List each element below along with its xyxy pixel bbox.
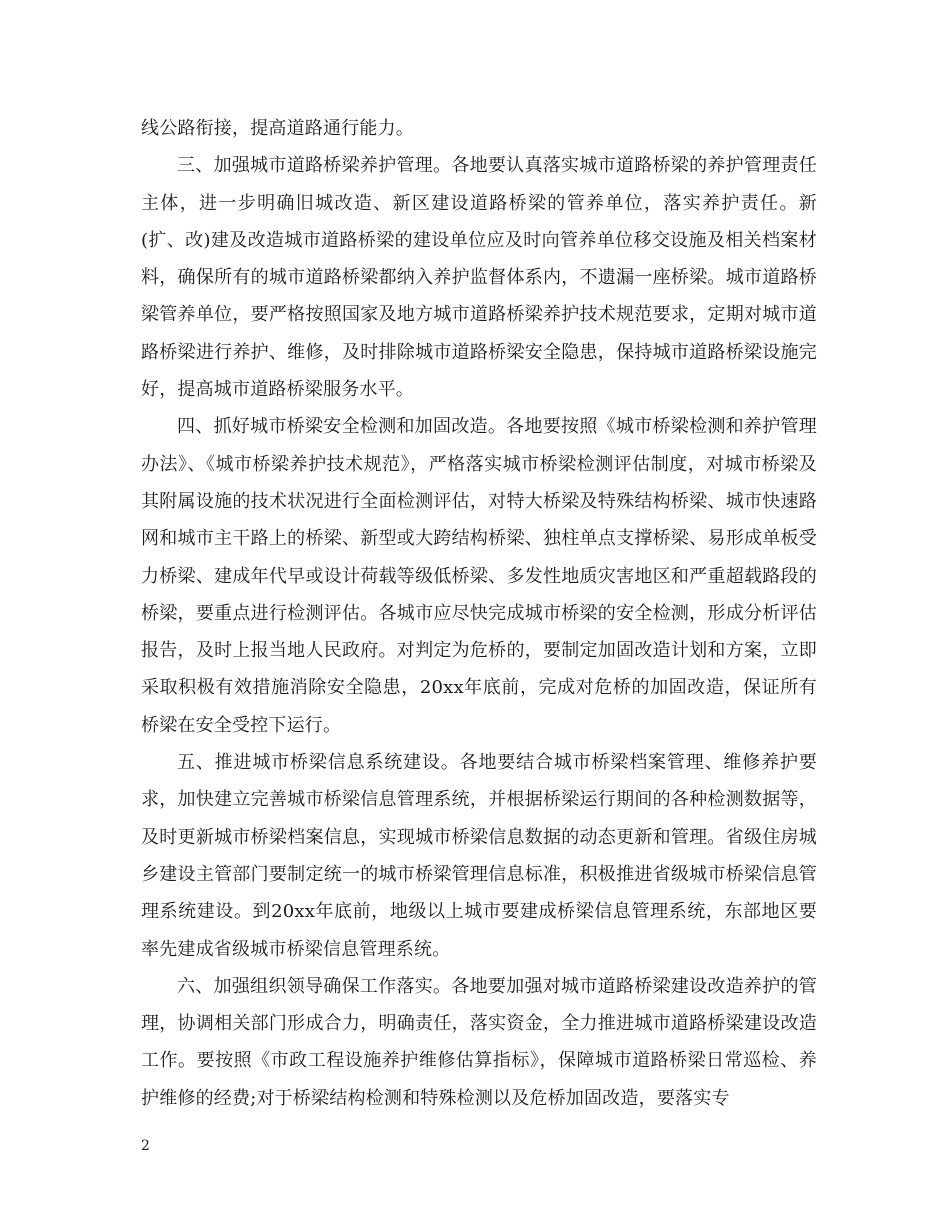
paragraph-4: 五、推进城市桥梁信息系统建设。各地要结合城市桥梁档案管理、维修养护要求，加快建立完善城市桥梁信息管理系统，并根据桥梁运行期间的各种检测数据等，及时更新城市桥梁档案信息，实现城市桥梁信息数据的动态更新和管理。省级住房城乡建设主管部门要制定统一的城市桥梁管理信息标准，积极推进省级城市桥梁信息管理系统建设。到20xx年底前，地级以上城市要建成桥梁信息管理系统，东部地区要率先建成省级城市桥梁信息管理系统。	[141, 752, 817, 960]
paragraph-2: 三、加强城市道路桥梁养护管理。各地要认真落实城市道路桥梁的养护管理责任主体，进一步明确旧城改造、新区建设道路桥梁的管养单位，落实养护责任。新(扩、改)建及改造城市道路桥梁的建设单位应及时向管养单位移交设施及相关档案材料，确保所有的城市道路桥梁都纳入养护监督体系内，不遗漏一座桥梁。城市道路桥梁管养单位，要严格按照国家及地方城市道路桥梁养护技术规范要求，定期对城市道路桥梁进行养护、维修，及时排除城市道路桥梁安全隐患，保持城市道路桥梁设施完好，提高城市道路桥梁服务水平。	[141, 155, 817, 401]
body-text	[141, 110, 817, 1117]
paragraph-3: 四、抓好城市桥梁安全检测和加固改造。各地要按照《城市桥梁检测和养护管理办法》、《城市桥梁养护技术规范》，严格落实城市桥梁检测评估制度，对城市桥梁及其附属设施的技术状况进行全面检测评估，对特大桥梁及特殊结构桥梁、城市快速路网和城市主干路上的桥梁、新型或大跨结构桥梁、独柱单点支撑桥梁、易形成单板受力桥梁、建成年代早或设计荷载等级低桥梁、多发性地质灾害地区和严重超载路段的桥梁，要重点进行检测评估。各城市应尽快完成城市桥梁的安全检测，形成分析评估报告，及时上报当地人民政府。对判定为危桥的，要制定加固改造计划和方案，立即采取积极有效措施消除安全隐患，20xx年底前，完成对危桥的加固改造，保证所有桥梁在安全受控下运行。	[141, 416, 817, 736]
page-number: 2	[141, 1138, 150, 1154]
paragraph-1: 线公路衔接，提高道路通行能力。	[141, 118, 414, 139]
paragraph-5: 六、加强组织领导确保工作落实。各地要加强对城市道路桥梁建设改造养护的管理，协调相关部门形成合力，明确责任，落实资金，全力推进城市道路桥梁建设改造工作。要按照《市政工程设施养护维修估算指标》，保障城市道路桥梁日常巡检、养护维修的经费;对于桥梁结构检测和特殊检测以及危桥加固改造，要落实专	[141, 975, 817, 1109]
